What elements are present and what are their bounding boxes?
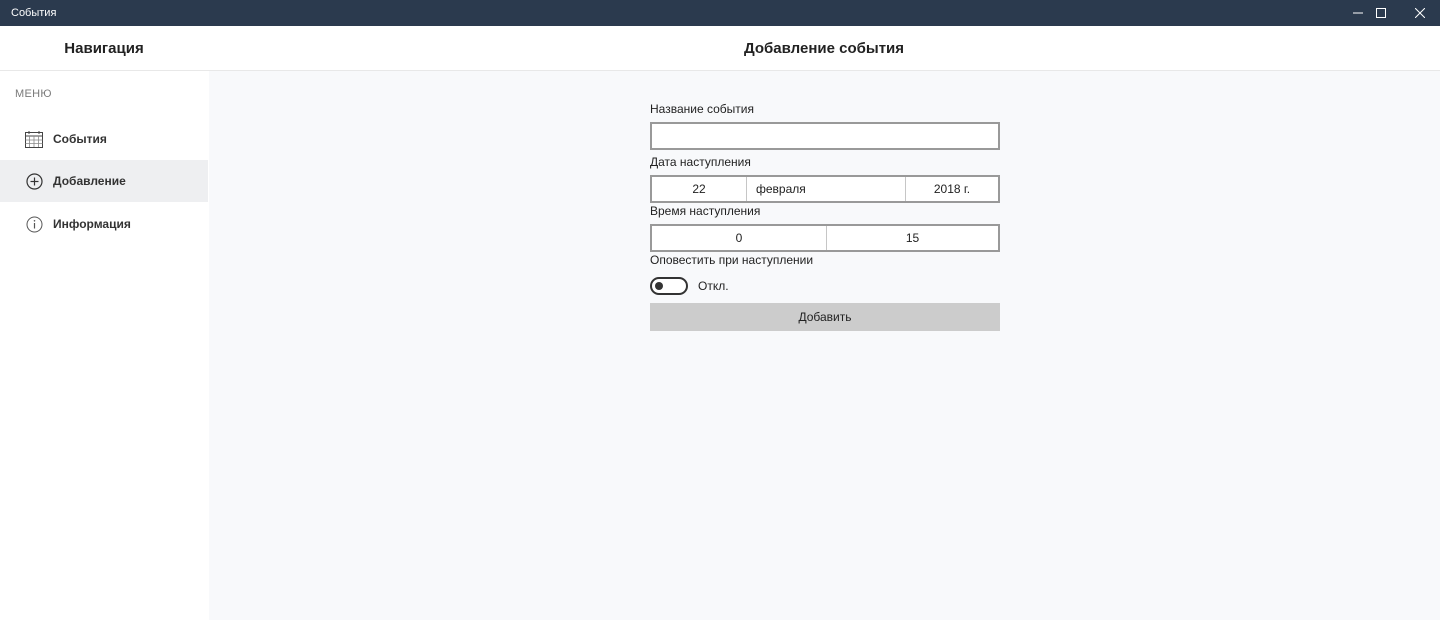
notify-label: Оповестить при наступлении <box>650 253 814 267</box>
navigation-header: Навигация <box>64 39 144 57</box>
page-title: Добавление события <box>743 39 905 57</box>
event-date-label: Дата наступления <box>650 155 751 169</box>
event-name-label: Название события <box>650 102 754 116</box>
calendar-icon <box>25 130 43 148</box>
content-area <box>209 71 1440 620</box>
time-minute[interactable]: 15 <box>826 226 998 250</box>
sidebar-item-label: Добавление <box>53 174 126 188</box>
sidebar-item-label: События <box>53 132 107 146</box>
notify-toggle-row <box>650 276 729 296</box>
date-picker[interactable] <box>650 175 1000 203</box>
time-picker[interactable] <box>650 224 1000 252</box>
sidebar <box>0 71 208 620</box>
add-circle-icon <box>25 172 43 190</box>
maximize-icon <box>1376 8 1386 18</box>
toggle-knob <box>655 282 663 290</box>
add-button[interactable]: Добавить <box>650 303 1000 331</box>
date-month[interactable]: февраля <box>746 177 905 201</box>
event-name-input[interactable] <box>650 122 1000 150</box>
window-title: События <box>11 7 57 19</box>
sidebar-item-add[interactable] <box>0 160 208 202</box>
notify-toggle[interactable] <box>650 277 688 295</box>
info-icon <box>25 215 43 233</box>
close-button[interactable] <box>1397 0 1440 26</box>
header-row <box>0 26 1440 71</box>
event-time-label: Время наступления <box>650 204 761 218</box>
time-hour[interactable]: 0 <box>735 231 743 245</box>
close-icon <box>1415 8 1425 18</box>
sidebar-item-label: Информация <box>53 217 131 231</box>
notify-state-text: Откл. <box>698 279 729 293</box>
date-year[interactable]: 2018 г. <box>905 177 998 201</box>
sidebar-item-info[interactable] <box>0 203 208 245</box>
sidebar-item-events[interactable] <box>0 118 208 160</box>
date-day[interactable]: 22 <box>692 182 706 196</box>
title-bar[interactable] <box>0 0 1440 26</box>
menu-caption: МЕНЮ <box>15 88 52 100</box>
